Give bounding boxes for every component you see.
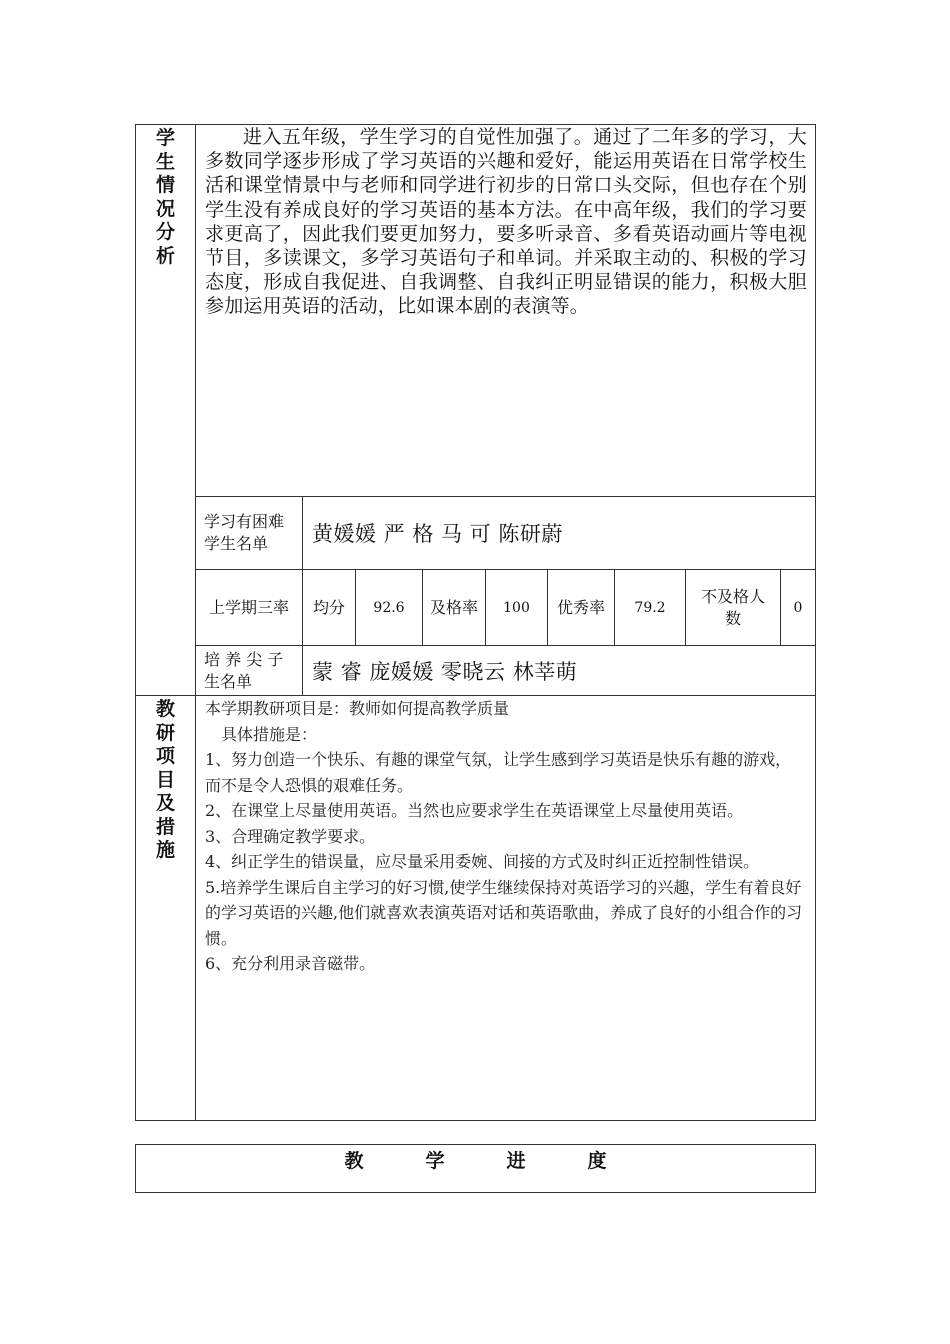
plan-table xyxy=(135,124,816,1121)
struggling-students-row xyxy=(196,497,815,569)
student-analysis-paragraph: 进入五年级，学生学习的自觉性加强了。通过了二年多的学习，大多数同学逐步形成了学习英语的兴趣和爱好，能运用英语在日常学校生活和课堂情景中与老师和同学进行初步的日常口头交际，但也存在个别学生没有养成良好的学习英语的基本方法。在中高年级，我们的学习要求更高了，因此我们要更加努力，要多听录音、多看英语动画片等电视节目，多读课文，多学习英语句子和单词。并采取主动的、积极的学习态度，形成自我促进、自我调整、自我纠正明显错误的能力，积极大胆参加运用英语的活动，比如课本剧的表演等。 xyxy=(196,125,816,497)
top-students-names: 蒙 睿 庞媛媛 零晓云 林莘萌 xyxy=(303,646,816,695)
excellent-rate-label: 优秀率 xyxy=(548,570,615,645)
research-line: 5.培养学生课后自主学习的好习惯,使学生继续保持对英语学习的兴趣，学生有着良好的学习英语的兴趣,他们就喜欢表演英语对话和英语歌曲，养成了良好的小组合作的习惯。 xyxy=(205,877,803,948)
pass-rate-value: 100 xyxy=(486,570,548,645)
struggling-students-label: 学习有困难学生名单 xyxy=(196,497,303,569)
pass-rate-label: 及格率 xyxy=(423,570,486,645)
research-content xyxy=(196,696,816,1121)
top-students-label: 培 养 尖 子 生名单 xyxy=(196,646,303,695)
top-students-row xyxy=(196,646,815,695)
research-line: 本学期教研项目是：教师如何提高教学质量 xyxy=(205,699,510,718)
teaching-progress-title: 教 学 进 度 xyxy=(344,1150,607,1172)
teaching-progress-box xyxy=(135,1144,816,1193)
fail-count-label: 不及格人数 xyxy=(686,570,781,645)
research-line: 3、合理确定教学要求。 xyxy=(205,826,376,846)
fail-count-value: 0 xyxy=(781,570,816,645)
average-value: 92.6 xyxy=(356,570,423,645)
average-label: 均分 xyxy=(303,570,356,645)
research-line: 4、纠正学生的错误量，应尽量采用委婉、间接的方式及时纠正近控制性错误。 xyxy=(205,852,760,871)
three-rates-label: 上学期三率 xyxy=(196,570,303,645)
research-label: 教 研 项 目 及 措 施 xyxy=(136,696,196,1121)
excellent-rate-value: 79.2 xyxy=(615,570,686,645)
research-line: 1、努力创造一个快乐、有趣的课堂气氛，让学生感到学习英语是快乐有趣的游戏，而不是令人恐惧的艰难任务。 xyxy=(205,750,792,795)
research-line: 具体措施是： xyxy=(205,724,318,744)
research-line: 2、在课堂上尽量使用英语。当然也应要求学生在英语课堂上尽量使用英语。 xyxy=(205,801,744,820)
three-rates-row xyxy=(196,570,815,645)
research-line: 6、充分利用录音磁带。 xyxy=(205,954,376,973)
struggling-students-names: 黄媛媛 严 格 马 可 陈研蔚 xyxy=(303,497,816,569)
student-analysis-label: 学 生 情 况 分 析 xyxy=(136,125,196,696)
